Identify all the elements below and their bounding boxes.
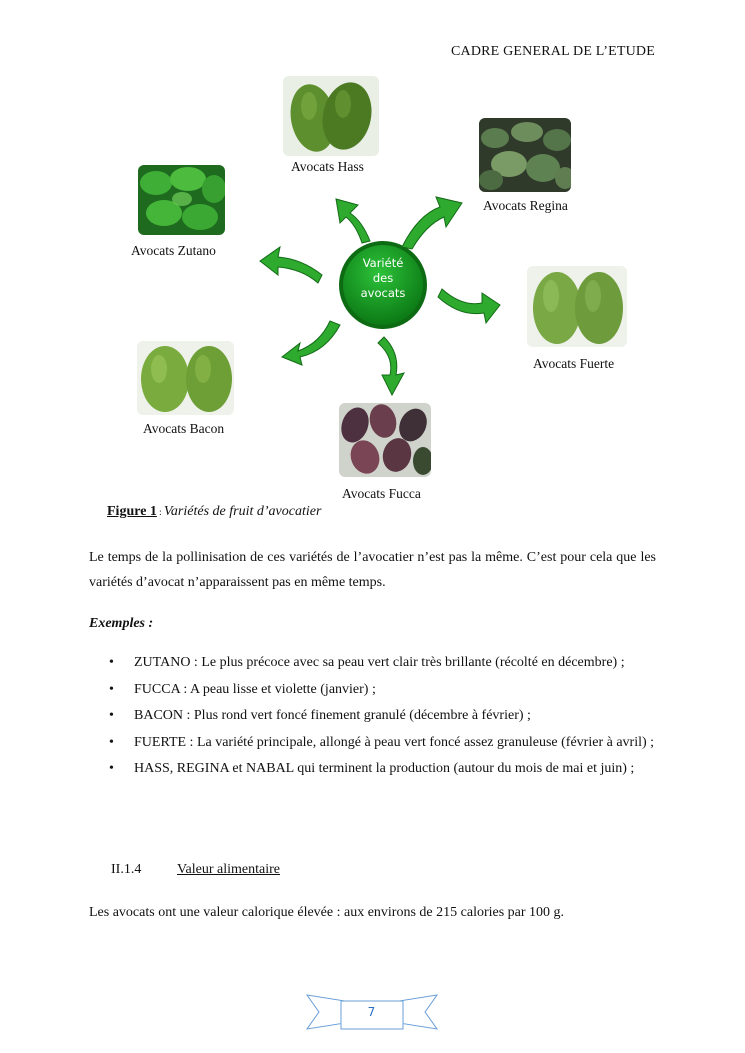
figure-label: Figure 1: [107, 504, 157, 519]
fuerte-avocado-image: [527, 266, 627, 347]
caption-bacon: Avocats Bacon: [143, 421, 225, 436]
figure-title: Variétés de fruit d’avocatier: [163, 504, 322, 519]
caption-zutano: Avocats Zutano: [131, 243, 216, 258]
arrow-to-fucca: [378, 337, 404, 395]
center-label-line: avocats: [360, 286, 406, 300]
zutano-avocado-image: [138, 165, 225, 235]
section-title: Valeur alimentaire: [177, 862, 281, 877]
list-item: • BACON : Plus rond vert foncé finement granulé (décembre à février) ;: [89, 703, 656, 729]
center-label-line: des: [372, 271, 394, 285]
arrow-to-zutano: [260, 247, 322, 283]
figure-caption: [107, 504, 321, 520]
intro-paragraph: Le temps de la pollinisation de ces variétés de l’avocatier n’est pas la même. C’est pour cela que les variétés d’avocat n’apparaissent pas en même temps.: [89, 550, 656, 590]
caption-hass: Avocats Hass: [291, 159, 364, 174]
arrow-to-bacon: [282, 321, 340, 365]
list-item: • FUCCA : A peau lisse et violette (janvier) ;: [89, 677, 656, 703]
regina-avocado-image: [479, 118, 571, 192]
page-number: 7: [367, 1005, 376, 1019]
arrow-to-fuerte: [438, 289, 500, 323]
hass-avocado-image: [283, 76, 379, 156]
list-item: • FUERTE : La variété principale, allongé à peau vert foncé assez granuleuse (février à avril) ;: [89, 730, 656, 756]
fucca-avocado-image: [339, 403, 431, 477]
figure-separator: :: [156, 507, 164, 517]
examples-heading: Exemples :: [89, 616, 154, 631]
center-label: [340, 256, 426, 301]
section-heading: [111, 862, 280, 878]
list-item: • HASS, REGINA et NABAL qui terminent la production (autour du mois de mai et juin) ;: [89, 756, 656, 782]
section-number: II.1.4: [111, 862, 142, 877]
caption-regina: Avocats Regina: [483, 198, 568, 213]
center-label-line: Variété: [362, 256, 404, 270]
arrow-to-regina: [402, 197, 462, 249]
list-item: • ZUTANO : Le plus précoce avec sa peau vert clair très brillante (récolté en décembre) ;: [89, 650, 656, 676]
page-header: CADRE GENERAL DE L’ETUDE: [450, 44, 655, 59]
bacon-avocado-image: [137, 341, 234, 415]
varieties-list: [89, 650, 656, 783]
caption-fuerte: Avocats Fuerte: [533, 356, 615, 371]
closing-paragraph: Les avocats ont une valeur calorique élevée : aux environs de 215 calories par 100 g.: [89, 905, 565, 920]
caption-fucca: Avocats Fucca: [342, 486, 421, 501]
arrow-to-hass: [336, 199, 370, 243]
